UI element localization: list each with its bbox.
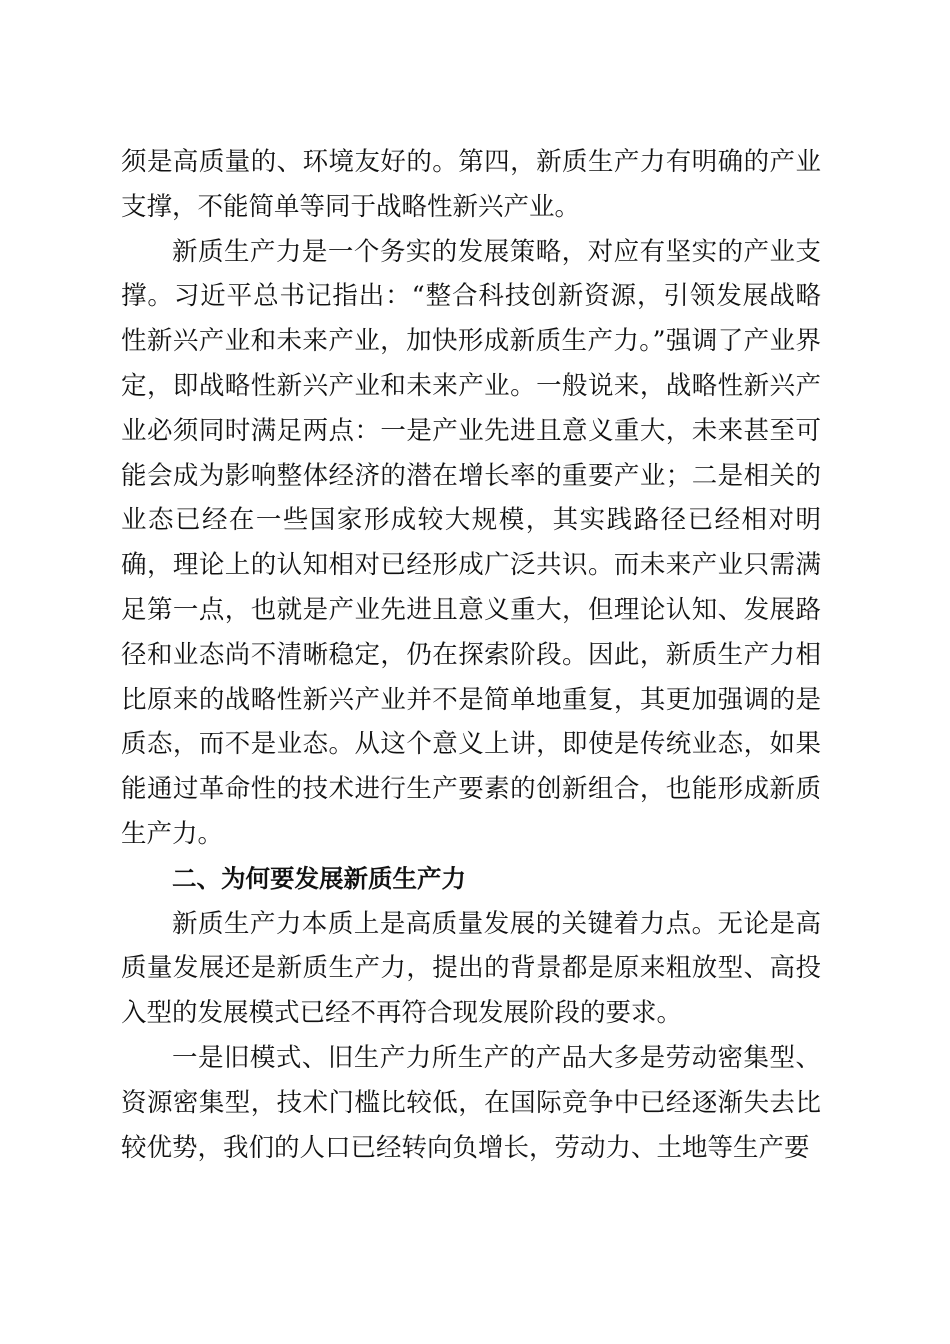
paragraph-industry-support: 新质生产力是一个务实的发展策略，对应有坚实的产业支撑。习近平总书记指出：“整合科技创新资源，引领发展战略性新兴产业和未来产业，加快形成新质生产力。”强调了产业界定，即战略性新兴产业和未来产业。一般说来，战略性新兴产业必须同时满足两点：一是产业先进且意义重大，未来甚至可能会成为影响整体经济的潜在增长率的重要产业；二是相关的业态已经在一些国家形成较大规模，其实践路径已经相对明确，理论上的认知相对已经形成广泛共识。而未来产业只需满足第一点，也就是产业先进且意义重大，但理论认知、发展路径和业态尚不清晰稳定，仍在探索阶段。因此，新质生产力相比原来的战略性新兴产业并不是简单地重复，其更加强调的是质态，而不是业态。从这个意义上讲，即使是传统业态，如果能通过革命性的技术进行生产要素的创新组合，也能形成新质生产力。	[121, 236, 821, 849]
paragraph-old-model: 一是旧模式、旧生产力所生产的产品大多是劳动密集型、资源密集型，技术门槛比较低，在国际竞争中已经逐渐失去比较优势，我们的人口已经转向负增长，劳动力、土地等生产要	[121, 1042, 821, 1163]
document-body	[121, 140, 821, 1170]
paragraph-high-quality: 新质生产力本质上是高质量发展的关键着力点。无论是高质量发展还是新质生产力，提出的背景都是原来粗放型、高投入型的发展模式已经不再符合现发展阶段的要求。	[121, 908, 821, 1029]
section-heading: 二、为何要发展新质生产力	[172, 863, 466, 893]
paragraph-continuation: 须是高质量的、环境友好的。第四，新质生产力有明确的产业支撑，不能简单等同于战略性新兴产业。	[121, 147, 821, 222]
